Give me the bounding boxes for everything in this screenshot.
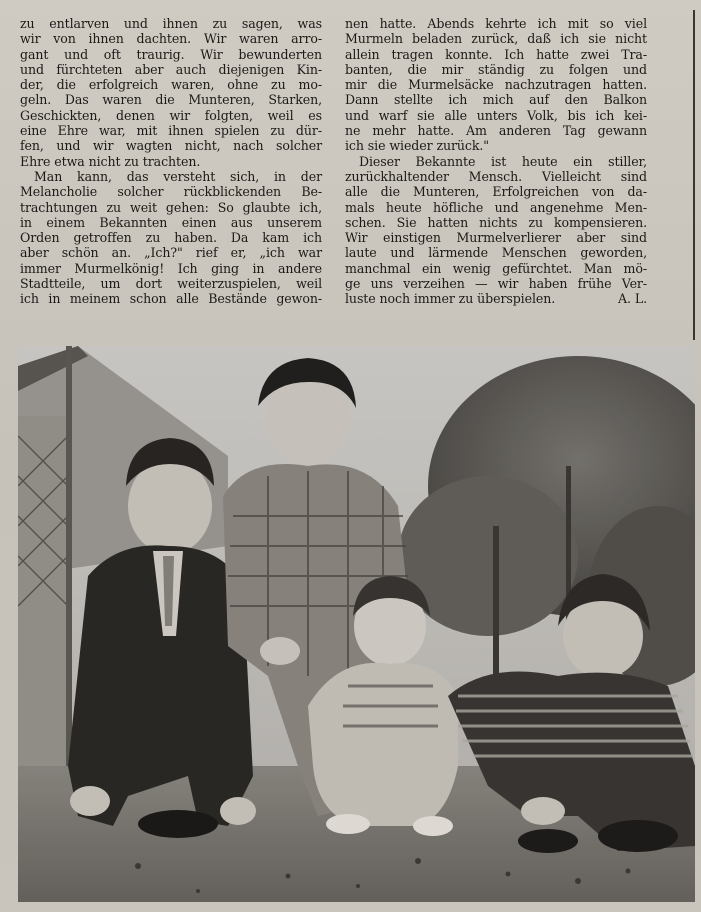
text-line: gant und oft traurig. Wir bewunderten: [20, 46, 322, 62]
paragraph-2: [20, 169, 322, 307]
text-line: ne mehr hatte. Am anderen Tag gewann: [345, 123, 647, 139]
text-line: wir von ihnen dachten. Wir waren arro-: [20, 31, 322, 47]
text-line: Ehre etwa nicht zu trachten.: [20, 153, 201, 169]
paragraph-3: [345, 154, 647, 307]
text-line: der, die erfolgreich waren, ohne zu mo-: [20, 77, 322, 93]
text-line: fen, und wir wagten nicht, nach solcher: [20, 138, 322, 154]
column-rule: [693, 10, 695, 340]
text-line: manchmal ein wenig gefürchtet. Man mö-: [345, 260, 647, 276]
text-line: Dieser Bekannte ist heute ein stiller,: [359, 153, 647, 169]
text-line: Murmeln beladen zurück, daß ich sie nicht: [345, 31, 647, 47]
last-line-with-signature: [345, 291, 647, 306]
photo-children-playing-marbles: [18, 346, 695, 902]
text-line: zu entlarven und ihnen zu sagen, was: [20, 16, 322, 31]
text-line: mir die Murmelsäcke nachzutragen hatten.: [345, 77, 647, 93]
text-line: geln. Das waren die Munteren, Starken,: [20, 92, 322, 108]
text-line: ich in meinem schon alle Bestände gewon-: [20, 291, 322, 307]
text-line: ge uns verzeihen — wir haben frühe Ver-: [345, 276, 647, 292]
text-line: alle die Munteren, Erfolgreichen von da-: [345, 184, 647, 200]
text-line: nen hatte. Abends kehrte ich mit so viel: [345, 16, 647, 31]
text-line: laute und lärmende Menschen geworden,: [345, 245, 647, 261]
text-line: Dann stellte ich mich auf den Balkon: [345, 92, 647, 108]
text-line: und fürchteten aber auch diejenigen Kin-: [20, 61, 322, 77]
text-line: in einem Bekannten einen aus unserem: [20, 214, 322, 230]
text-line: Wir einstigen Murmelverlierer aber sind: [345, 230, 647, 246]
text-line: allein tragen konnte. Ich hatte zwei Tra-: [345, 46, 647, 62]
article-column-left: [20, 16, 322, 307]
text-line: zurückhaltender Mensch. Vielleicht sind: [345, 168, 647, 184]
text-line: banten, die mir ständig zu folgen und: [345, 61, 647, 77]
text-line: ich sie wieder zurück.": [345, 138, 489, 154]
text-line: Melancholie solcher rückblickenden Be-: [20, 184, 322, 200]
text-line: Stadtteile, um dort weiterzuspielen, weil: [20, 276, 322, 292]
paragraph-2-continued: [345, 16, 647, 154]
text-line: trachtungen zu weit gehen: So glaubte ich,: [20, 199, 322, 215]
text-line: Orden getroffen zu haben. Da kam ich: [20, 230, 322, 246]
text-line: luste noch immer zu überspielen.: [345, 291, 556, 307]
author-signature: A. L.: [618, 291, 647, 307]
text-line: aber schön an. „Ich?" rief er, „ich war: [20, 245, 322, 261]
text-line: Man kann, das versteht sich, in der: [34, 168, 322, 184]
article-column-right: [345, 16, 647, 307]
text-line: immer Murmelkönig! Ich ging in andere: [20, 260, 322, 276]
text-line: Geschickten, denen wir folgten, weil es: [20, 107, 322, 123]
article-photo: [18, 346, 695, 902]
text-line: schen. Sie hatten nichts zu kompensieren.: [345, 214, 647, 230]
paragraph-1: [20, 16, 322, 169]
text-line: eine Ehre war, mit ihnen spielen zu dür-: [20, 123, 322, 139]
text-line: mals heute höfliche und angenehme Men-: [345, 199, 647, 215]
text-line: und warf sie alle unters Volk, bis ich kei-: [345, 107, 647, 123]
